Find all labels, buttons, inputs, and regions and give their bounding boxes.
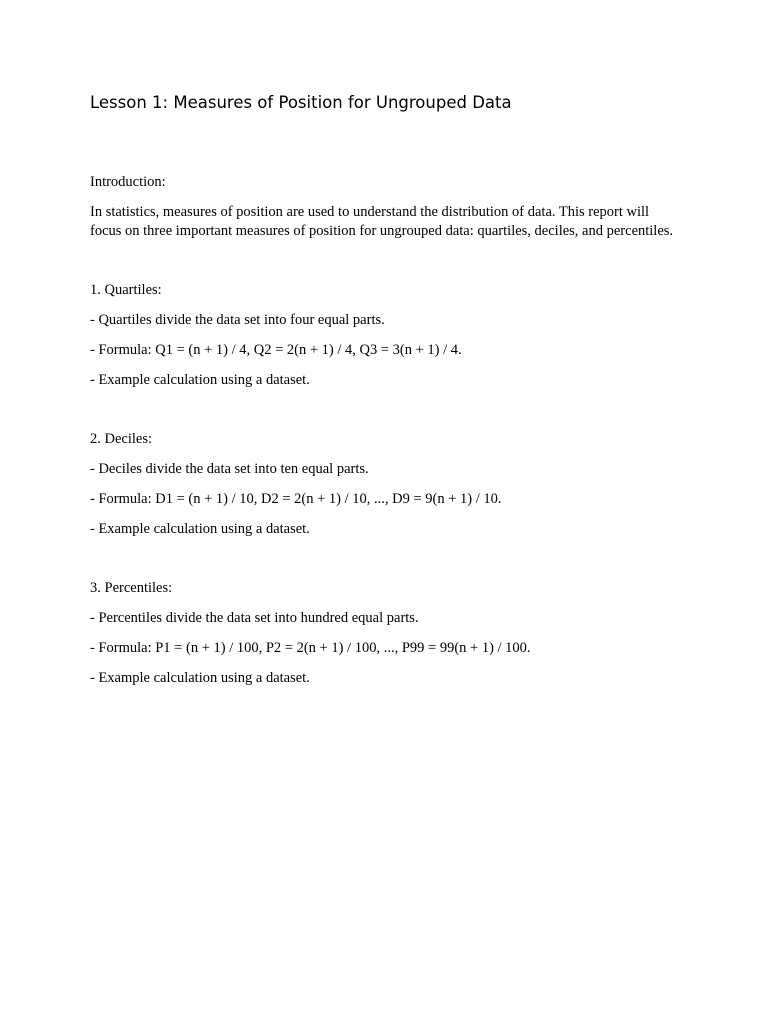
list-item: - Percentiles divide the data set into hundred equal parts. (90, 610, 419, 626)
list-item: - Formula: Q1 = (n + 1) / 4, Q2 = 2(n + 1) / 4, Q3 = 3(n + 1) / 4. (90, 342, 462, 358)
page-title: Lesson 1: Measures of Position for Ungrouped Data (90, 93, 512, 112)
list-item: - Quartiles divide the data set into four equal parts. (90, 312, 385, 328)
list-item: - Example calculation using a dataset. (90, 521, 310, 537)
section-heading-deciles: 2. Deciles: (90, 431, 153, 447)
list-item: - Formula: D1 = (n + 1) / 10, D2 = 2(n + 1) / 10, ..., D9 = 9(n + 1) / 10. (90, 491, 502, 507)
introduction-paragraph: In statistics, measures of position are used to understand the distribution of data. This report will focus on three important measures of position for ungrouped data: quartiles, deciles, and percentiles. (90, 204, 674, 239)
section-heading-percentiles: 3. Percentiles: (90, 580, 173, 596)
section-heading-quartiles: 1. Quartiles: (90, 282, 162, 298)
introduction-heading: Introduction: (90, 174, 166, 190)
list-item: - Example calculation using a dataset. (90, 372, 310, 388)
list-item: - Deciles divide the data set into ten equal parts. (90, 461, 369, 477)
list-item: - Formula: P1 = (n + 1) / 100, P2 = 2(n + 1) / 100, ..., P99 = 99(n + 1) / 100. (90, 640, 531, 656)
document-body (90, 92, 680, 688)
list-item: - Example calculation using a dataset. (90, 670, 310, 686)
